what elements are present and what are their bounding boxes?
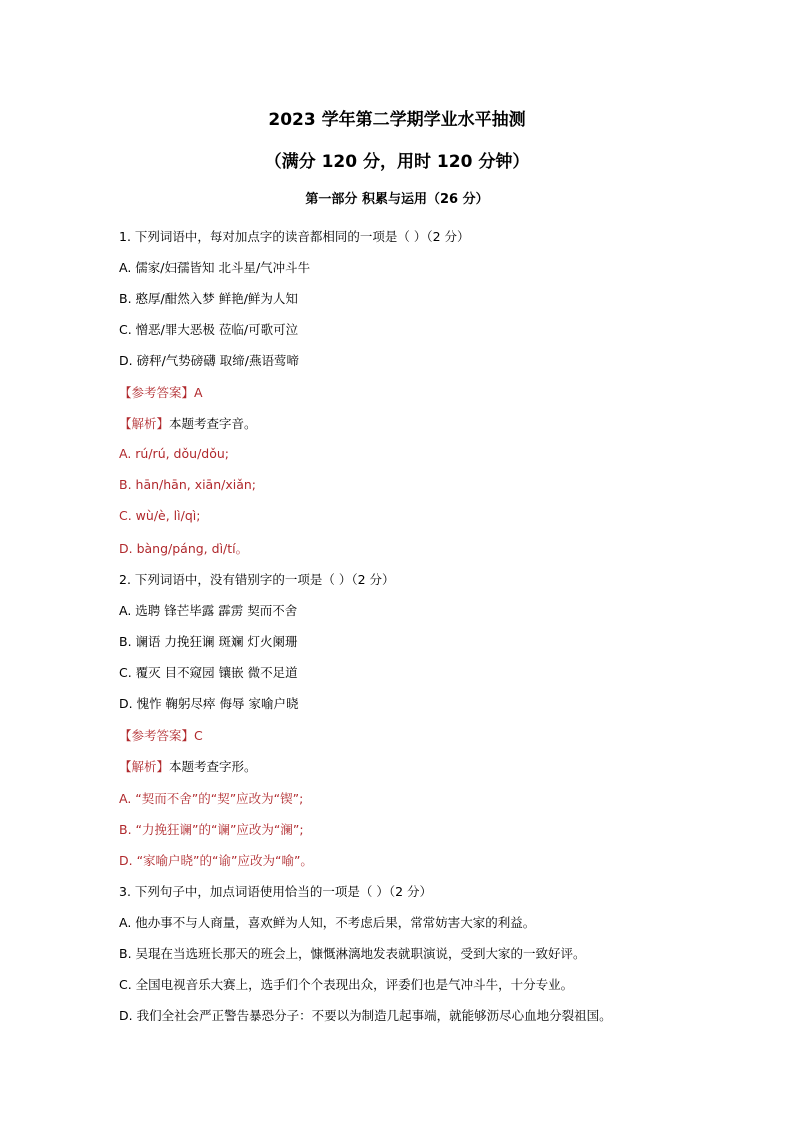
- question-3-option-b: B. 吴琨在当选班长那天的班会上，慷慨淋漓地发表就职演说，受到大家的一致好评。: [119, 946, 586, 961]
- answer-value: A: [194, 385, 203, 400]
- question-2-analysis: [119, 757, 257, 775]
- question-1-stem: 1. 下列词语中，每对加点字的读音都相同的一项是（ ）（2 分）: [119, 229, 470, 244]
- question-1-option-d: D. 磅秤/气势磅礴 取缔/燕语莺啼: [119, 353, 299, 368]
- question-1-analysis: [119, 414, 257, 432]
- question-2-note-a: A. “契而不舍”的“契”应改为“锲”;: [119, 791, 304, 806]
- question-1-option-b: B. 憨厚/酣然入梦 鲜艳/鲜为人知: [119, 291, 298, 306]
- exam-subtitle: （满分 120 分，用时 120 分钟）: [264, 152, 530, 172]
- question-2-note-d: D. “家喻户晓”的“谕”应改为“喻”。: [119, 853, 313, 868]
- question-2-answer: [119, 726, 203, 744]
- question-2-option-d: D. 愧怍 鞠躬尽瘁 侮辱 家喻户晓: [119, 696, 299, 711]
- analysis-text: 本题考查字音。: [169, 416, 257, 431]
- question-2-option-b: B. 谰语 力挽狂谰 斑斓 灯火阑珊: [119, 634, 298, 649]
- question-2-option-c: C. 覆灭 目不窥园 镶嵌 微不足道: [119, 665, 298, 680]
- question-3-option-a: A. 他办事不与人商量，喜欢鲜为人知，不考虑后果，常常妨害大家的利益。: [119, 915, 536, 930]
- question-2-option-a: A. 选聘 锋芒毕露 霹雳 契而不舍: [119, 603, 298, 618]
- question-1-note-c: C. wù/è, lì/qì;: [119, 508, 201, 523]
- question-1-option-c: C. 憎恶/罪大恶极 莅临/可歌可泣: [119, 322, 299, 337]
- answer-value: C: [194, 728, 203, 743]
- section-heading: 第一部分 积累与运用（26 分）: [305, 192, 489, 207]
- analysis-label: 【解析】: [119, 759, 170, 774]
- question-1-note-a: A. rú/rú, dǒu/dǒu;: [119, 446, 229, 461]
- analysis-text: 本题考查字形。: [169, 759, 257, 774]
- question-1-option-a: A. 儒家/妇孺皆知 北斗星/气冲斗牛: [119, 260, 311, 275]
- question-2-stem: 2. 下列词语中，没有错别字的一项是（ ）（2 分）: [119, 572, 395, 587]
- exam-title: 2023 学年第二学期学业水平抽测: [268, 110, 526, 130]
- question-3-option-c: C. 全国电视音乐大赛上，选手们个个表现出众，评委们也是气冲斗牛，十分专业。: [119, 977, 574, 992]
- question-1-note-d: D. bàng/páng, dì/tí。: [119, 541, 249, 556]
- question-1-answer: [119, 383, 203, 401]
- question-2-note-b: B. “力挽狂谰”的“谰”应改为“澜”;: [119, 822, 304, 837]
- question-1-note-b: B. hān/hān, xiān/xiǎn;: [119, 477, 257, 492]
- answer-label: 【参考答案】: [119, 385, 195, 400]
- answer-label: 【参考答案】: [119, 728, 195, 743]
- question-3-option-d: D. 我们全社会严正警告暴恐分子：不要以为制造几起事端，就能够沥尽心血地分裂祖国。: [119, 1008, 612, 1023]
- analysis-label: 【解析】: [119, 416, 170, 431]
- question-3-stem: 3. 下列句子中，加点词语使用恰当的一项是（ ）（2 分）: [119, 884, 433, 899]
